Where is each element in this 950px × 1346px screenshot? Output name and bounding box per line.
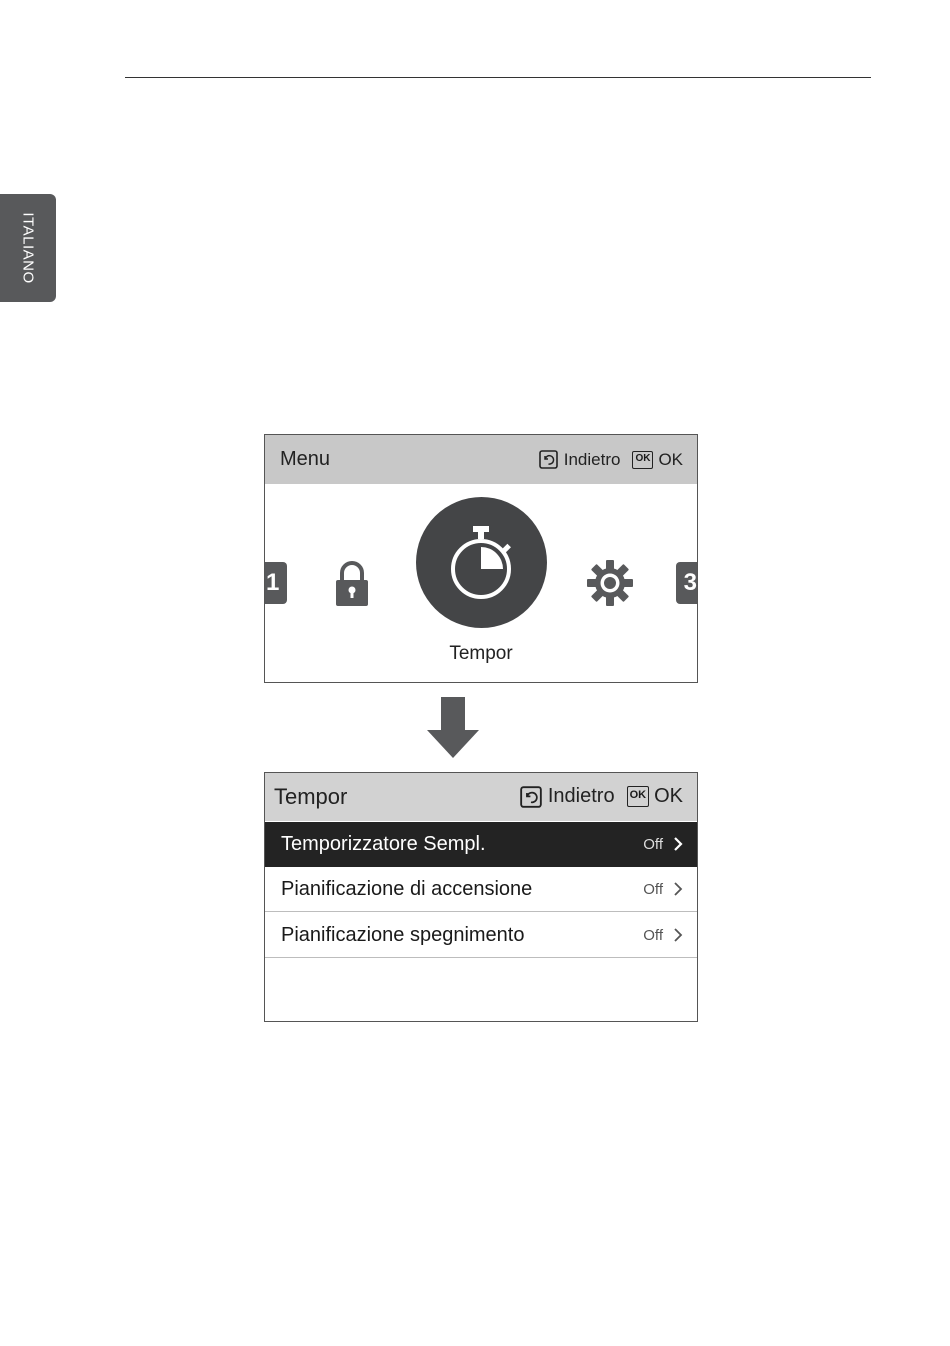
language-tab (0, 194, 56, 302)
list-item-label: Pianificazione di accensione (281, 877, 533, 900)
list-item-label: Pianificazione spegnimento (281, 923, 525, 946)
chevron-right-icon (673, 927, 683, 943)
timer-header (265, 773, 697, 821)
ok-button[interactable] (627, 785, 683, 808)
prev-page-tab[interactable] (265, 562, 287, 604)
lock-icon[interactable] (332, 559, 372, 607)
chevron-right-icon (673, 836, 683, 852)
ok-label: OK (654, 785, 683, 807)
header-actions (520, 785, 683, 808)
menu-title: Menu (280, 448, 331, 470)
back-button[interactable] (520, 785, 615, 808)
ok-icon: OK (627, 786, 650, 807)
arrow-down-icon (427, 697, 479, 759)
list-item-label: Temporizzatore Sempl. (281, 833, 486, 855)
stopwatch-icon (416, 497, 547, 628)
selected-item-label: Tempor (449, 643, 513, 664)
back-icon (539, 450, 558, 469)
list-item[interactable] (265, 913, 697, 958)
list-item-value: Off (643, 836, 663, 853)
timer-title: Tempor (274, 784, 348, 809)
language-tab-label: ITALIANO (19, 212, 37, 284)
menu-header (265, 435, 697, 484)
top-divider (125, 77, 871, 78)
list-item-value: Off (643, 926, 663, 944)
list-item[interactable] (265, 822, 697, 867)
list-item-value: Off (643, 880, 663, 898)
back-icon (520, 786, 542, 808)
next-page-tab[interactable] (676, 562, 697, 604)
header-actions (539, 450, 683, 470)
list-item[interactable] (265, 867, 697, 912)
timer-menu-item[interactable] (416, 497, 547, 628)
back-label: Indietro (563, 449, 621, 469)
menu-screen (264, 434, 698, 683)
ok-button[interactable] (632, 450, 683, 470)
ok-icon: OK (632, 451, 653, 469)
gear-icon[interactable] (586, 559, 634, 607)
back-label: Indietro (547, 785, 615, 807)
back-button[interactable] (539, 450, 621, 470)
chevron-right-icon (673, 881, 683, 897)
prev-page-number: 1 (266, 569, 280, 596)
timer-screen (264, 772, 698, 1022)
ok-label: OK (658, 449, 683, 469)
next-page-number: 3 (683, 569, 697, 596)
